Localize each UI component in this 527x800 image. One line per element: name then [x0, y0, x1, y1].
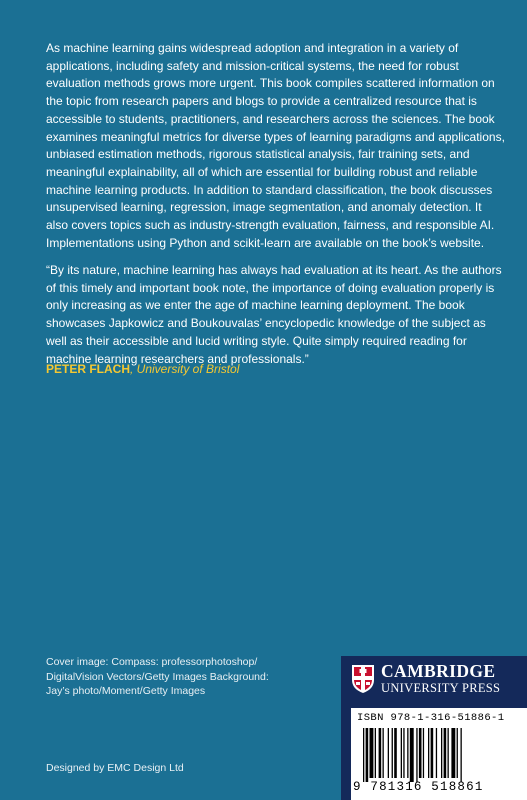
publisher-panel [341, 656, 527, 800]
publisher-logo [351, 662, 500, 695]
designer-credit: Designed by EMC Design Ltd [46, 762, 184, 774]
barcode-bars [355, 728, 523, 784]
endorsement-attribution [46, 361, 506, 378]
endorser-name: PETER FLACH [46, 362, 130, 376]
endorser-affiliation: University of Bristol [136, 362, 240, 376]
book-description: As machine learning gains widespread adoption and integration in a variety of applications, including safety and mission-critical systems, the need for robust evaluation methods grows more urgent. This book compiles scattered information on the topic from research papers and blogs to provide a centralized resource that is accessible to students, practitioners, and researchers across the sciences. The book examines meaningful metrics for diverse types of learning paradigms and applications, unbiased estimation methods, rigorous statistical analysis, fair training sets, and meaningful explainability, all of which are essential for building robust and reliable machine learning products. In addition to standard classification, the book discusses unsupervised learning, regression, image segmentation, and anomaly detection. It also covers topics such as industry-strength evaluation, fairness, and responsible AI. Implementations using Python and scikit-learn are available on the book’s website. [46, 41, 505, 250]
publisher-name-line2: UNIVERSITY PRESS [381, 681, 501, 695]
cambridge-crest-icon [351, 664, 375, 694]
cover-image-credits: Cover image: Compass: professorphotoshop/ DigitalVision Vectors/Getty Images Background: Jay’s photo/Moment/Getty Images [46, 656, 269, 697]
publisher-wordmark [381, 662, 500, 695]
barcode-digits: 9 781316 518861 [353, 780, 484, 794]
endorser-separator: , [130, 362, 137, 376]
endorsement-quote: “By its nature, machine learning has always had evaluation at its heart. As the authors of this timely and important book note, the importance of doing evaluation properly is only increasing as we enter the age of machine learning deployment. The book showcases Japkowicz and Boukouvalas’ encyclopedic knowledge of the subject as well as their accessible and lucid writing style. Quite simply required reading for machine learning researchers and professionals.” [46, 263, 502, 366]
isbn-label: ISBN 978-1-316-51886-1 [357, 712, 505, 724]
isbn-barcode [351, 708, 527, 800]
publisher-name-line1: CAMBRIDGE [381, 661, 496, 681]
